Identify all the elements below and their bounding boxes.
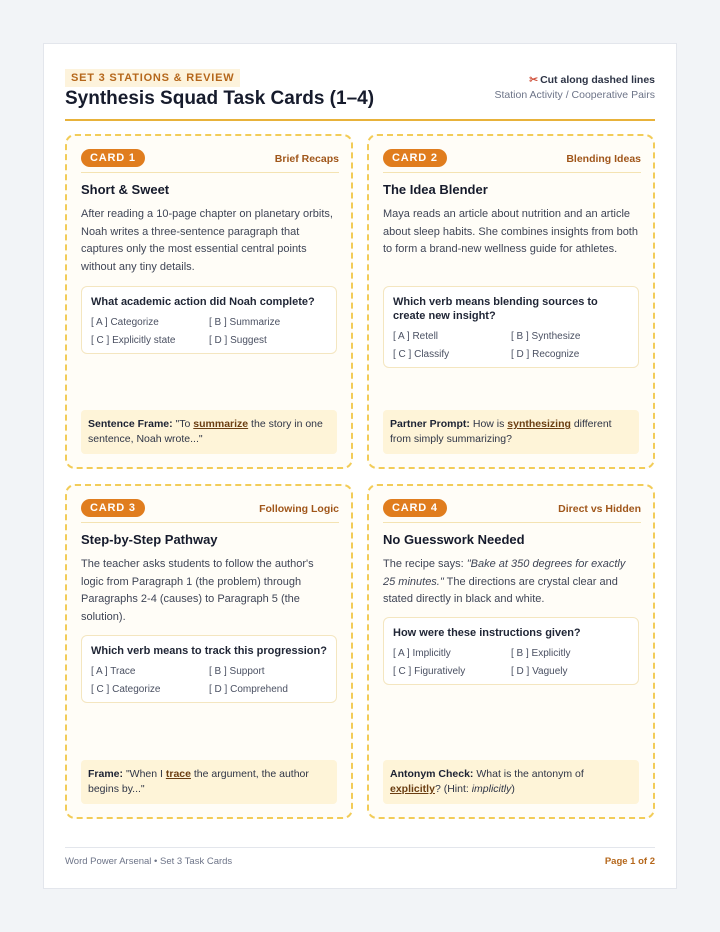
answer-options bbox=[91, 314, 327, 350]
scenario-text-end: The directions are crystal clear and stated directly in black and white. bbox=[383, 575, 618, 605]
frame-keyword: synthesizing bbox=[507, 418, 571, 430]
antonym-check bbox=[383, 760, 639, 804]
task-card-3 bbox=[65, 484, 353, 819]
frame-label: Sentence Frame: bbox=[88, 418, 173, 430]
card-title: Step-by-Step Pathway bbox=[81, 532, 218, 547]
card-tag: Blending Ideas bbox=[566, 153, 641, 165]
question-box bbox=[81, 286, 337, 354]
card-header bbox=[81, 499, 339, 523]
question-text: Which verb means to track this progression? bbox=[91, 645, 327, 657]
page-number: Page 1 of 2 bbox=[604, 856, 655, 867]
frame-label: Partner Prompt: bbox=[390, 418, 470, 430]
header-divider bbox=[65, 119, 655, 121]
frame-text-start: "To bbox=[175, 418, 194, 430]
task-card-4 bbox=[367, 484, 655, 819]
card-badge: CARD 2 bbox=[383, 149, 447, 167]
frame-label: Antonym Check: bbox=[390, 768, 474, 780]
question-text: How were these instructions given? bbox=[393, 627, 581, 639]
card-scenario bbox=[383, 556, 639, 609]
footer-divider bbox=[65, 847, 655, 848]
frame-text-end: different from simply summarizing? bbox=[390, 418, 612, 445]
worksheet-page bbox=[43, 43, 677, 889]
task-card-2 bbox=[367, 134, 655, 469]
option-b: [ B ] Support bbox=[209, 666, 265, 677]
footer-source: Word Power Arsenal • Set 3 Task Cards bbox=[65, 856, 233, 867]
option-d: [ D ] Vaguely bbox=[511, 666, 568, 677]
activity-subtitle: Station Activity / Cooperative Pairs bbox=[494, 89, 655, 101]
card-title: Short & Sweet bbox=[81, 182, 170, 197]
option-a: [ A ] Implicitly bbox=[393, 648, 451, 659]
option-b: [ B ] Summarize bbox=[209, 317, 281, 328]
task-card-1 bbox=[65, 134, 353, 469]
page-title: Synthesis Squad Task Cards (1–4) bbox=[65, 88, 375, 109]
card-title: No Guesswork Needed bbox=[383, 532, 525, 547]
cut-text: Cut along dashed lines bbox=[540, 74, 655, 86]
recipe-quote: "Bake at 350 degrees for exactly 25 minutes." bbox=[383, 558, 626, 588]
card-badge: CARD 3 bbox=[81, 499, 145, 517]
question-box bbox=[383, 617, 639, 685]
card-tag: Brief Recaps bbox=[274, 153, 339, 165]
sentence-frame bbox=[81, 410, 337, 454]
set-label: SET 3 STATIONS & REVIEW bbox=[65, 69, 240, 87]
option-a: [ A ] Categorize bbox=[91, 317, 159, 328]
frame-keyword: summarize bbox=[193, 418, 249, 430]
option-c: [ C ] Figuratively bbox=[393, 666, 466, 677]
option-a: [ A ] Retell bbox=[393, 331, 439, 342]
frame-text-end: the story in one sentence, Noah wrote..." bbox=[88, 418, 323, 445]
card-tag: Direct vs Hidden bbox=[558, 503, 641, 515]
option-d: [ D ] Comprehend bbox=[209, 684, 288, 695]
header-info bbox=[495, 74, 656, 101]
option-d: [ D ] Suggest bbox=[209, 335, 267, 346]
option-d: [ D ] Recognize bbox=[511, 349, 580, 360]
card-badge: CARD 1 bbox=[81, 149, 145, 167]
card-header bbox=[383, 499, 641, 523]
frame-text-start: How is bbox=[472, 418, 508, 430]
answer-options bbox=[91, 663, 327, 699]
frame-text-end: ) bbox=[511, 783, 515, 795]
option-c: [ C ] Explicitly state bbox=[91, 335, 176, 346]
card-title: The Idea Blender bbox=[383, 182, 488, 197]
card-header bbox=[383, 149, 641, 173]
card-tag: Following Logic bbox=[259, 503, 339, 515]
option-a: [ A ] Trace bbox=[91, 666, 136, 677]
card-header bbox=[81, 149, 339, 173]
option-c: [ C ] Classify bbox=[393, 349, 450, 360]
frame-text-start: What is the antonym of bbox=[476, 768, 584, 780]
frame-keyword: trace bbox=[165, 768, 191, 780]
sentence-frame bbox=[81, 760, 337, 804]
frame-text-mid: ? (Hint: bbox=[434, 783, 472, 795]
cut-instruction bbox=[495, 74, 656, 86]
option-c: [ C ] Categorize bbox=[91, 684, 161, 695]
card-scenario: Maya reads an article about nutrition and an article about sleep habits. She combines insights from both to form a brand-new wellness guide for athletes. bbox=[383, 208, 638, 255]
card-badge: CARD 4 bbox=[383, 499, 447, 517]
question-text: What academic action did Noah complete? bbox=[91, 296, 315, 308]
scissors-icon: ✂ bbox=[529, 74, 539, 86]
question-box bbox=[81, 635, 337, 703]
option-b: [ B ] Synthesize bbox=[511, 331, 581, 342]
option-b: [ B ] Explicitly bbox=[511, 648, 571, 659]
answer-options bbox=[393, 645, 629, 681]
frame-hint: implicitly bbox=[471, 783, 512, 795]
frame-text-end: the argument, the author begins by..." bbox=[88, 768, 309, 795]
partner-prompt bbox=[383, 410, 639, 454]
card-scenario: After reading a 10-page chapter on planetary orbits, Noah writes a three-sentence paragraph that captures only the most essential central points without any tiny details. bbox=[81, 208, 333, 273]
scenario-text-start: The recipe says: bbox=[383, 558, 467, 570]
frame-text-start: "When I bbox=[125, 768, 166, 780]
question-text: Which verb means blending sources to create new insight? bbox=[393, 296, 598, 322]
card-scenario: The teacher asks students to follow the author's logic from Paragraph 1 (the problem) through Paragraphs 2-4 (causes) to Paragraph 5 (the solution). bbox=[81, 558, 314, 623]
frame-label: Frame: bbox=[88, 768, 124, 780]
question-box bbox=[383, 286, 639, 368]
frame-keyword: explicitly bbox=[390, 783, 435, 795]
answer-options bbox=[393, 328, 629, 364]
